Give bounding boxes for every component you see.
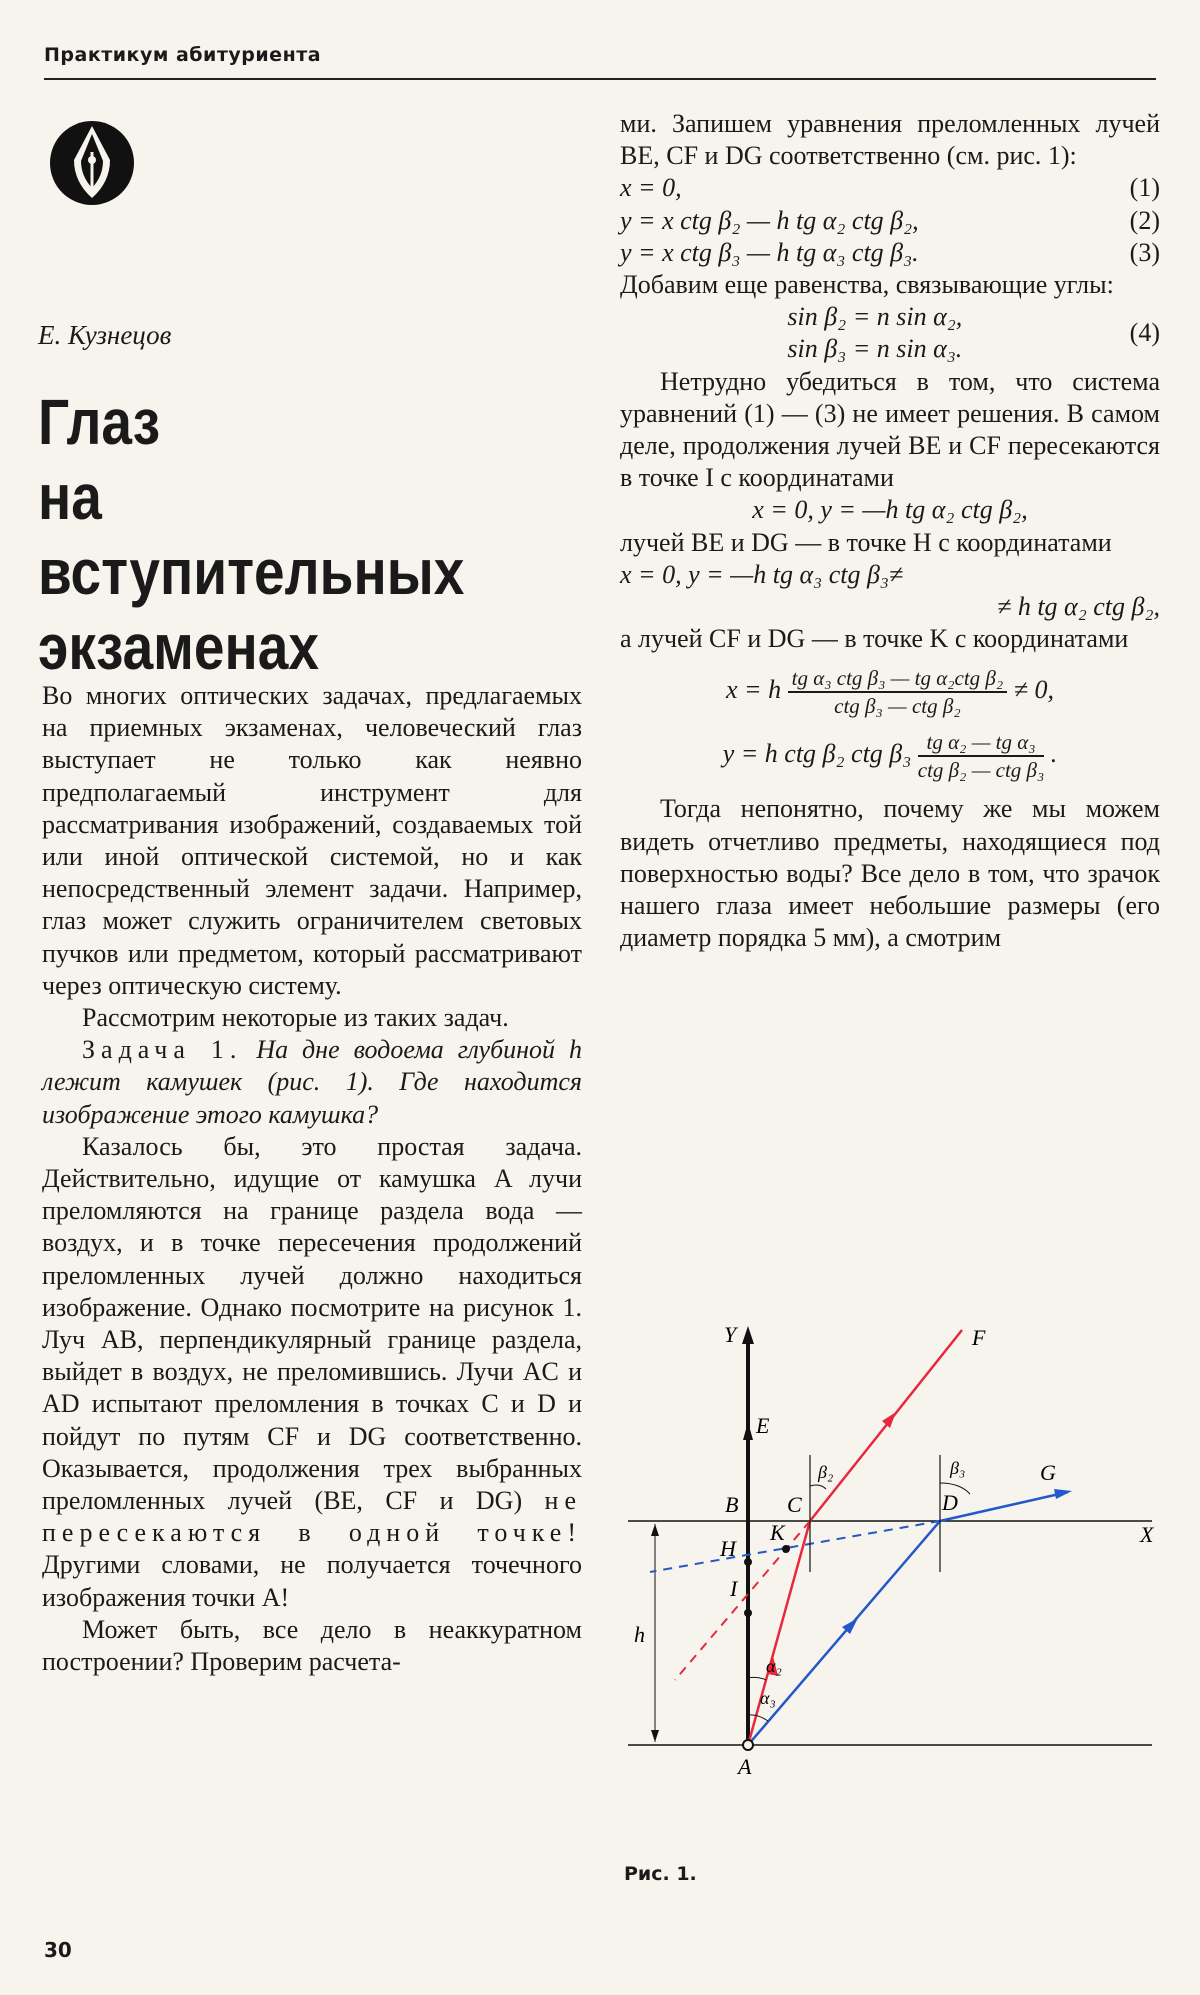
equation-k-y	[620, 729, 1160, 783]
equation-k-y-right: .	[1050, 739, 1058, 769]
paragraph-no-solution: Нетрудно убедиться в том, что система уравнений (1) — (3) не имеет решения. В самом деле, продолжения лучей BE и CF пересекаются в точке I с координатами	[620, 366, 1160, 493]
title-line-3: экзаменах	[38, 611, 319, 683]
author-name: Е. Кузнецов	[38, 320, 172, 350]
left-column	[42, 680, 582, 1678]
title-line-1: Глаз	[38, 386, 161, 458]
analysis-text-a: Казалось бы, это простая задача. Действительно, идущие от камушка A лучи преломляются на границе раздела вода — воздух, и в точке пересечения продолжений преломленных лучей должно находиться изображение. Однако посмотрите на рисунок 1. Луч AB, перпендикулярный границе раздела, выйдет в воздух, не преломившись. Лучи AC и AD испытают преломления в точках C и D и пойдут по путям CF и DG соответственно. Оказывается, продолжения трех выбранных преломленных лучей (BE, CF и DG)	[42, 1131, 582, 1516]
equation-k-x-right: ≠ 0,	[1013, 675, 1054, 705]
equation-2	[620, 205, 1160, 237]
equation-1-number: (1)	[1129, 173, 1160, 203]
point-k	[782, 1545, 790, 1553]
angle-alpha2-arc	[748, 1677, 766, 1680]
point-h	[744, 1558, 752, 1566]
article-title	[38, 385, 520, 685]
equation-4	[620, 301, 1160, 365]
angle-alpha3-arc	[748, 1715, 768, 1721]
label-d: D	[942, 1490, 958, 1515]
paragraph-angles: Добавим еще равенства, связывающие углы:	[620, 270, 1114, 300]
equation-k-y-numerator: tg α₂ — tg α₃	[918, 729, 1045, 757]
point-i	[744, 1609, 752, 1617]
label-alpha2: α₂	[766, 1656, 782, 1676]
title-line-2: на вступительных	[38, 461, 465, 608]
figure-caption: Рис. 1.	[624, 1863, 697, 1885]
equation-4a: sin β₂ = n sin α₂,	[787, 302, 963, 332]
ray-ac	[748, 1521, 810, 1745]
running-header	[44, 44, 1156, 66]
label-h-point: H	[720, 1536, 736, 1561]
paragraph-equations-intro: ми. Запишем уравнения преломленных лучей BE, CF и DG соответственно (см. рис. 1):	[620, 109, 1160, 171]
paragraph-check: Может быть, все дело в неаккуратном построении? Проверим расчета-	[42, 1614, 582, 1677]
label-g: G	[1040, 1460, 1056, 1485]
label-beta3: β₃	[950, 1458, 966, 1478]
point-a	[743, 1740, 753, 1750]
equation-k-x	[620, 665, 1160, 719]
equation-3-body: y = x ctg β₃ — h tg α₃ ctg β₃.	[620, 237, 919, 267]
label-i: I	[730, 1576, 738, 1601]
label-e: E	[756, 1413, 770, 1438]
equation-1	[620, 172, 1160, 204]
equation-point-h-line-1: x = 0, y = —h tg α₃ ctg β₃≠	[620, 559, 904, 589]
label-y: Y	[724, 1322, 737, 1347]
figure-1-refraction-diagram	[620, 1300, 1180, 1830]
equation-k-y-fraction	[918, 729, 1045, 783]
equation-k-x-numerator: tg α₃ ctg β₃ — tg α₂ctg β₂	[788, 665, 1008, 693]
section-title: Практикум абитуриента	[44, 44, 322, 66]
paragraph-intro: Во многих оптических задачах, предлагаемых на приемных экзаменах, человеческий глаз выступает не только как неявно предполагаемый инструмент для рассматривания изображений, создаваемых той или иной оптической системой, но и как непосредственный элемент задачи. Например, глаз может служить ограничителем световых пучков или предметом, который рассматривают через оптическую систему.	[42, 681, 582, 1000]
paragraph-point-k: а лучей CF и DG — в точке K с координатами	[620, 624, 1129, 654]
pen-nib-logo-icon	[46, 112, 138, 214]
right-column	[620, 108, 1160, 954]
label-c: C	[787, 1492, 802, 1517]
analysis-text-b: Другими словами, не получается точечного изображения точки A!	[42, 1550, 582, 1612]
label-k: K	[770, 1520, 785, 1545]
ray-cf-extension	[675, 1521, 810, 1680]
page-number: 30	[44, 1938, 72, 1962]
ray-ad	[748, 1521, 940, 1745]
paragraph-consider: Рассмотрим некоторые из таких задач.	[82, 1003, 509, 1033]
equation-1-body: x = 0,	[620, 173, 682, 203]
ray-dg-extension	[650, 1521, 940, 1572]
ray-cf	[810, 1330, 962, 1521]
label-x: X	[1140, 1522, 1154, 1547]
angle-beta2-arc	[810, 1485, 826, 1489]
analysis-emphasis: не пересекаются в одной точке!	[42, 1486, 582, 1548]
label-depth-h: h	[634, 1622, 645, 1647]
label-a: A	[738, 1754, 752, 1779]
label-beta2: β₂	[818, 1462, 834, 1482]
y-axis-arrow	[742, 1326, 754, 1344]
task-label: Задача 1.	[82, 1035, 243, 1065]
label-b: B	[725, 1492, 739, 1517]
equation-point-h-line-2: ≠ h tg α₂ ctg β₂,	[997, 592, 1160, 622]
equation-4-number: (4)	[1129, 318, 1160, 348]
equation-k-y-denominator: ctg β₂ — ctg β₃	[917, 758, 1045, 783]
paragraph-pupil: Тогда непонятно, почему же мы можем видеть отчетливо предметы, находящиеся под поверхностью воды? Все дело в том, что зрачок нашего глаза имеет небольшие размеры (его диаметр порядка 5 мм), а смотрим	[620, 794, 1160, 953]
task-1	[42, 1034, 582, 1131]
header-rule	[44, 78, 1156, 80]
equation-point-i: x = 0, y = —h tg α₂ ctg β₂,	[752, 495, 1028, 525]
ray-dg	[940, 1492, 1068, 1521]
equation-2-number: (2)	[1129, 205, 1160, 235]
equation-k-x-left: x = h	[726, 675, 782, 705]
equation-3	[620, 237, 1160, 269]
paragraph-analysis	[42, 1131, 582, 1614]
ray-be-arrow	[743, 1422, 753, 1440]
label-f: F	[972, 1325, 986, 1350]
equation-3-number: (3)	[1129, 237, 1160, 267]
ray-dg-arrow	[1054, 1489, 1072, 1499]
paragraph-point-h: лучей BE и DG — в точке H с координатами	[620, 527, 1112, 557]
equation-k-x-denominator: ctg β₃ — ctg β₂	[834, 694, 961, 719]
equation-k-y-left: y = h ctg β₂ ctg β₃	[722, 739, 912, 769]
equation-4b: sin β₃ = n sin α₃.	[787, 334, 963, 364]
equation-k-x-fraction	[788, 665, 1008, 719]
equation-2-body: y = x ctg β₂ — h tg α₂ ctg β₂,	[620, 205, 919, 235]
ray-cf-arrow	[882, 1412, 896, 1428]
label-alpha3: α₃	[760, 1688, 776, 1708]
task-text: На дне водоема глубиной h лежит камушек (рис. 1). Где находится изображение этого камушка?	[42, 1035, 582, 1129]
